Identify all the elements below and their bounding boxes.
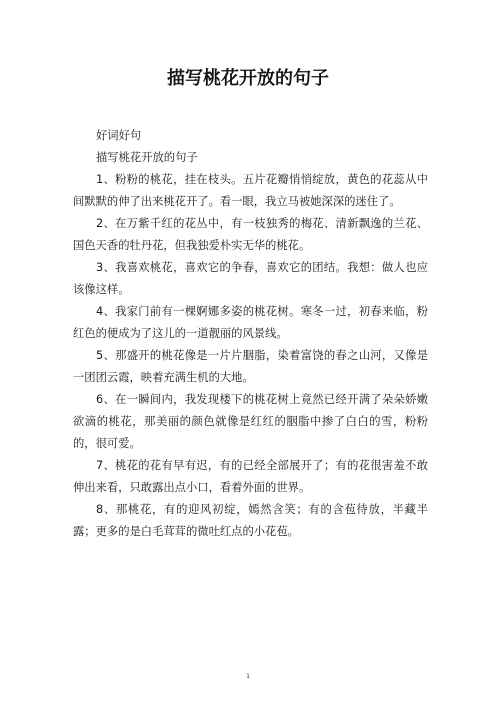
paragraph: 4、我家门前有一棵婀娜多姿的桃花树。寒冬一过，初春来临，粉红色的便成为了这儿的一道靓丽的风景线。 <box>73 305 428 340</box>
document-body <box>73 125 428 543</box>
document-title: 描写桃花开放的句子 <box>167 68 329 89</box>
paragraph: 6、在一瞬间内，我发现楼下的桃花树上竟然已经开满了朵朵娇嫩欲滴的桃花，那美丽的颜色就像是红红的胭脂中掺了白白的雪，粉粉的，很可爱。 <box>73 393 428 450</box>
paragraph: 5、那盛开的桃花像是一片片胭脂，染着富饶的春之山河，又像是一团团云霞，映着充满生机的大地。 <box>73 349 428 384</box>
paragraph: 描写桃花开放的句子 <box>96 151 198 164</box>
paragraph: 7、桃花的花有早有迟，有的已经全部展开了；有的花很害羞不敢伸出来看，只敢露出点小口，看着外面的世界。 <box>73 459 428 494</box>
paragraph: 2、在万紫千红的花丛中，有一枝独秀的梅花、清新飘逸的兰花、国色天香的牡丹花，但我独爱朴实无华的桃花。 <box>73 217 428 252</box>
paragraph: 好词好句 <box>96 129 142 142</box>
paragraph: 1、粉粉的桃花，挂在枝头。五片花瓣悄悄绽放，黄色的花蕊从中间默默的伸了出来桃花开了。看一眼，我立马被她深深的迷住了。 <box>73 173 428 208</box>
page-number: 1 <box>246 673 250 680</box>
paragraph: 8、那桃花，有的迎风初绽，嫣然含笑；有的含苞待放，半藏半露；更多的是白毛茸茸的微吐红点的小花苞。 <box>73 503 428 538</box>
paragraph: 3、我喜欢桃花，喜欢它的争春，喜欢它的团结。我想：做人也应该像这样。 <box>73 261 428 296</box>
